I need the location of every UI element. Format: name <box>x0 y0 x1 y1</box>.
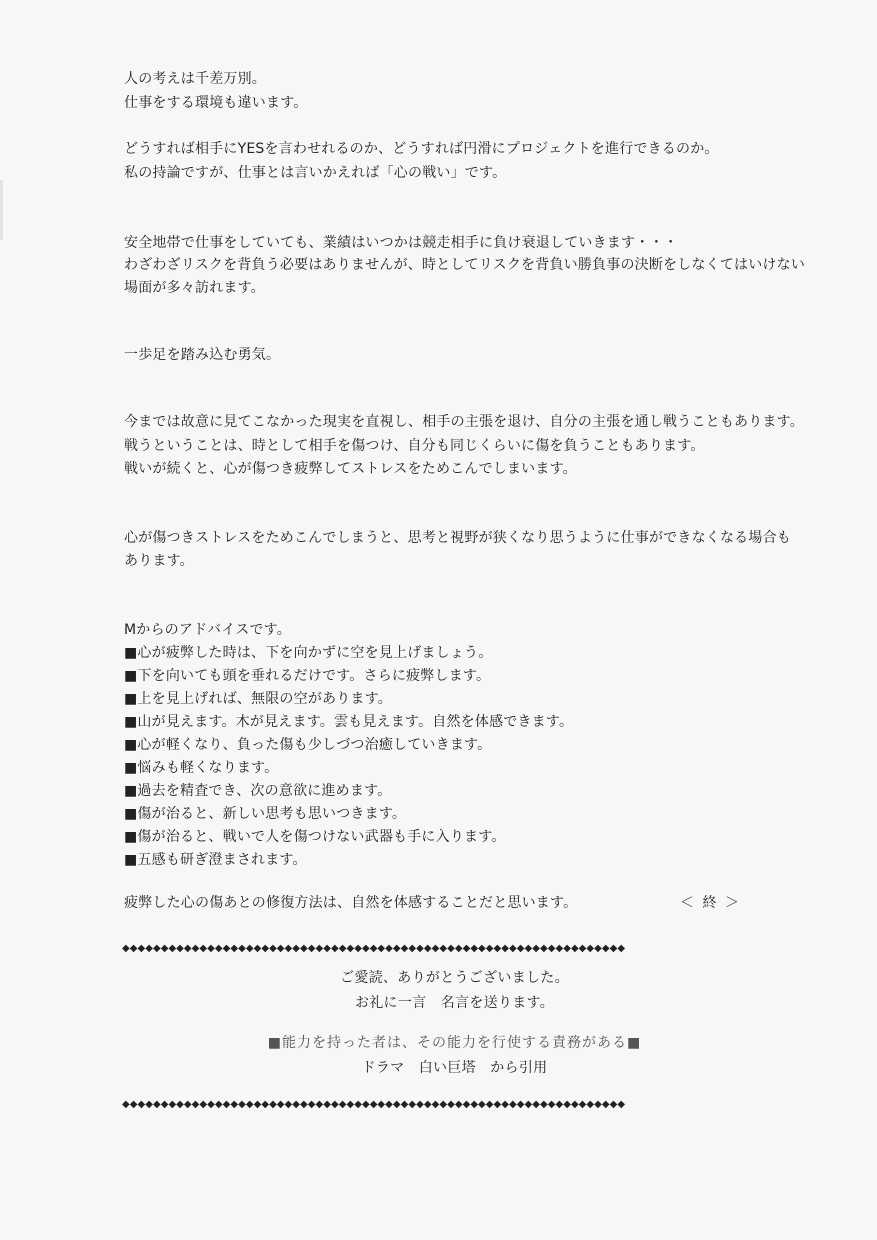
scan-edge-mark <box>0 180 3 240</box>
conclusion: 疲弊した心の傷あとの修復方法は、自然を体感することだと思います。 <box>124 895 578 911</box>
thanks-line: ご愛読、ありがとうございました。 <box>340 970 569 986</box>
end-mark: ＜ 終 ＞ <box>680 895 741 911</box>
diamond-divider-bottom: ◆◆◆◆◆◆◆◆◆◆◆◆◆◆◆◆◆◆◆◆◆◆◆◆◆◆◆◆◆◆◆◆◆◆◆◆◆◆◆◆◆◆◆◆◆◆◆◆◆◆◆◆◆◆◆◆◆◆◆◆◆◆◆◆◆ <box>122 1099 626 1110</box>
advice-item: ■傷が治ると、戦いで人を傷つけない武器も手に入ります。 <box>124 829 506 845</box>
quote-source: ドラマ 白い巨塔 から引用 <box>361 1060 548 1076</box>
body-line: 心が傷つきストレスをためこんでしまうと、思考と視野が狭くなり思うように仕事ができなくなる場合も <box>124 530 791 546</box>
body-line: わざわざリスクを背負う必要はありませんが、時としてリスクを背負い勝負事の決断をしなくてはいけない <box>124 257 806 273</box>
quote: ■能力を持った者は、その能力を行使する責務がある■ <box>267 1035 642 1051</box>
body-line: 戦うということは、時として相手を傷つけ、自分も同じくらいに傷を負うこともあります。 <box>124 438 705 454</box>
body-line: 仕事をする環境も違います。 <box>124 95 308 111</box>
body-line: 安全地帯で仕事をしていても、業績はいつかは競走相手に負け衰退していきます・・・ <box>124 235 678 251</box>
advice-item: ■悩みも軽くなります。 <box>124 760 279 776</box>
body-line: どうすれば相手にYESを言わせれるのか、どうすれば円滑にプロジェクトを進行できるのか。 <box>124 141 719 157</box>
body-line: 今までは故意に見てこなかった現実を直視し、相手の主張を退け、自分の主張を通し戦うこともあります。 <box>124 414 804 430</box>
advice-item: ■上を見上げれば、無限の空があります。 <box>124 691 392 707</box>
advice-item: ■心が軽くなり、負った傷も少しづつ治癒していきます。 <box>124 737 492 753</box>
body-line: 人の考えは千差万別。 <box>124 71 266 87</box>
advice-item: ■五感も研ぎ澄まされます。 <box>124 852 307 868</box>
body-line: 場面が多々訪れます。 <box>124 280 265 296</box>
body-line: 一歩足を踏み込む勇気。 <box>124 347 281 363</box>
thanks-line: お礼に一言 名言を送ります。 <box>354 995 555 1011</box>
advice-item: ■山が見えます。木が見えます。雲も見えます。自然を体感できます。 <box>124 714 574 730</box>
advice-item: ■過去を精査でき、次の意欲に進めます。 <box>124 783 392 799</box>
advice-item: ■心が疲弊した時は、下を向かずに空を見上げましょう。 <box>124 645 493 661</box>
advice-intro: Mからのアドバイスです。 <box>124 622 291 638</box>
diamond-divider-top: ◆◆◆◆◆◆◆◆◆◆◆◆◆◆◆◆◆◆◆◆◆◆◆◆◆◆◆◆◆◆◆◆◆◆◆◆◆◆◆◆◆◆◆◆◆◆◆◆◆◆◆◆◆◆◆◆◆◆◆◆◆◆◆◆◆ <box>122 943 626 954</box>
body-line: 私の持論ですが、仕事とは言いかえれば「心の戦い」です。 <box>124 165 507 181</box>
advice-item: ■傷が治ると、新しい思考も思いつきます。 <box>124 806 407 822</box>
body-line: あります。 <box>124 553 194 569</box>
advice-item: ■下を向いても頭を垂れるだけです。さらに疲弊します。 <box>124 668 491 684</box>
body-line: 戦いが続くと、心が傷つき疲弊してストレスをためこんでしまいます。 <box>124 461 577 477</box>
